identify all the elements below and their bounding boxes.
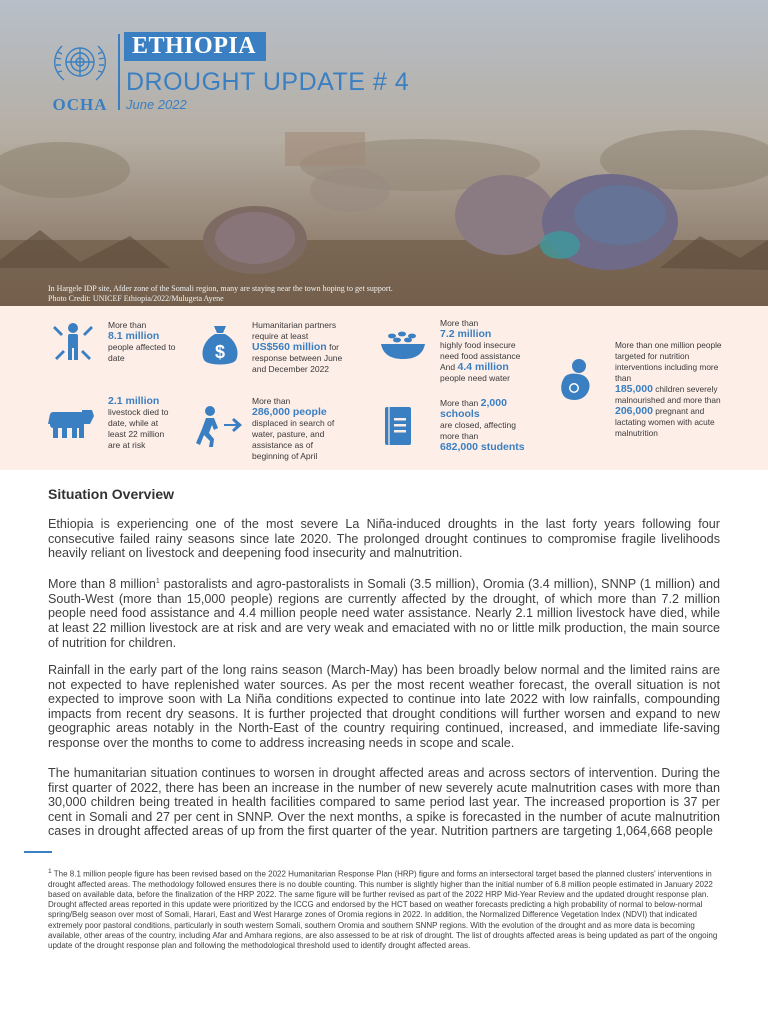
report-date: June 2022 (126, 97, 187, 112)
agency-name: OCHA (52, 95, 108, 114)
displaced-value: 286,000 people (252, 406, 327, 418)
paragraph-3: Rainfall in the early part of the long rains season (March-May) has been broadly below normal and the limited rains are not expected to have replenished water sources. As per the most recent weather forecast, the overall situation is not expected to improve soon with La Niña conditions expected to continue into late 2022 with low rainfalls, compounding impacts from recent dry seasons. It is further projected that drought conditions will further worsen and expand to new geographic areas notably in the North-East of the country requiring continued, increased, and immediate life-saving response over the months to come to address increasing needs in scope and scale. (48, 663, 720, 750)
figure-livestock: 2.1 million livestock died to date, while at least 22 million are at risk (108, 395, 169, 450)
water-value: 4.4 million (457, 361, 509, 373)
funding-value: US$560 million (252, 341, 327, 353)
un-emblem-icon (44, 38, 116, 88)
ocha-logo (44, 38, 116, 115)
photo-caption (48, 284, 468, 304)
footnote-divider (24, 851, 52, 853)
svg-text:$: $ (214, 342, 226, 362)
people-icon (52, 322, 94, 362)
section-title: Situation Overview (48, 486, 175, 502)
caption-text: In Hargele IDP site, Afder zone of the Somali region, many are staying near the town hoping to get support. (48, 284, 393, 293)
plw-value: 206,000 (615, 405, 653, 417)
mother-child-icon (556, 358, 596, 406)
paragraph-2: More than 8 million$^1$ pastoralists and agro-pastoralists in Somali (3.5 million), Oromia (3.4 million), SNNP (1 million) and South-West (more than 15,000 people) regions are currently affected by the drought, of which more than 7.2 million people need food assistance and 4.4 million people need water assistance. Nearly 2.1 million livestock have died, while at least 22 million livestock are at risk and are very weak and emaciated with no or little milk production, the main source of nutrition for children. (48, 577, 720, 650)
walking-person-icon (194, 406, 242, 448)
figure-people-affected: More than 8.1 million people affected to date (108, 320, 176, 363)
schools-value: 2,000 schools (440, 397, 507, 420)
sam-children-value: 185,000 (615, 383, 653, 395)
notebook-icon (384, 406, 412, 446)
key-figures-band (0, 306, 768, 470)
figure-funding: Humanitarian partners require at least US$560 million for response between June and December 2022 (252, 320, 343, 374)
figure-schools: More than 2,000 schools are closed, affecting more than 682,000 students (440, 397, 525, 453)
cow-icon (48, 406, 96, 440)
affected-value: 8.1 million (108, 330, 160, 342)
cover-photo (0, 0, 768, 306)
footnote-2: Drought affected areas reported in this update were prioritized by the ICCG and endorsed by the HCT based on weather forecasts predicting a high probability of normal to below-normal spring/Belg season over most of Somali, Harari, East and West Hararge zones of Oromia regions in 2022. In addition, the Normalized Difference Vegetation Index (NDVI) that indicated extremely poor pastoral conditions, particularly in south western Somali, southern Oromia and southern SNNP regions. With the evolution of the drought and as more data is becoming available, other areas of the country, including Afar and Amhara regions, are also assessed to be at risk of drought. The list of droughts affected areas is being updated as part of the ongoing update of the drought response plan and following the methodological threshold used to identify drought affected areas. (48, 900, 718, 951)
paragraph-4: The humanitarian situation continues to worsen in drought affected areas and across sectors of intervention. During the first quarter of 2022, there has been an increase in the number of new severely acute malnutrition cases with more than 30,000 children being treated in health facilities compared to same period last year. The increased proportion is 37 per cent in Somali and 27 per cent in SNNP. Over the next months, a spike is forecasted in the number of acute malnutrition cases in drought affected areas of up from the first quarter of the year. Nutrition partners are targeting 1,064,668 people (48, 766, 720, 839)
food-bowl-icon (380, 330, 426, 360)
report-title: DROUGHT UPDATE # 4 (126, 68, 410, 96)
figure-displaced: More than 286,000 people displaced in search of water, pasture, and assistance as of beginning of April (252, 396, 335, 461)
students-value: 682,000 students (440, 441, 525, 453)
country-title: ETHIOPIA (124, 32, 266, 61)
money-bag-icon (200, 324, 240, 368)
food-value: 7.2 million (440, 328, 492, 340)
figure-food: More than 7.2 million highly food insecure need food assistance And 4.4 million people need water (440, 318, 521, 383)
photo-credit: Photo Credit: UNICEF Ethiopia/2022/Mulugeta Ayene (48, 294, 224, 303)
paragraph-1: Ethiopia is experiencing one of the most severe La Niña-induced droughts in the last forty years following four consecutive failed rainy seasons since late 2020. The prolonged drought continues to compromise fragile livelihoods heavily reliant on livestock and deepening food insecurity and malnutrition. (48, 517, 720, 561)
footnote (48, 867, 720, 951)
livestock-value: 2.1 million (108, 395, 160, 407)
footnote-1: $^1$ The 8.1 million people figure has been revised based on the 2022 Humanitarian Response Plan (HRP) figure and forms an intersectoral target based the planned clusters' interventions in drought affected areas. The methodology followed ensures there is no double counting. This number is slightly higher than the initial number of 6.8 million people estimated in January 2022 based on available data, before the finalization of the HRP 2022. The same figure will be further revised as part of the 2022 HRP Mid-Year Review and the updated drought response plan. (48, 868, 713, 900)
figure-nutrition: More than one million people targeted for nutrition interventions including more than 185,000 children severely malnourished and more than 206,000 pregnant and lactating women with acute malnutrition (615, 340, 722, 438)
title-divider (118, 34, 120, 110)
